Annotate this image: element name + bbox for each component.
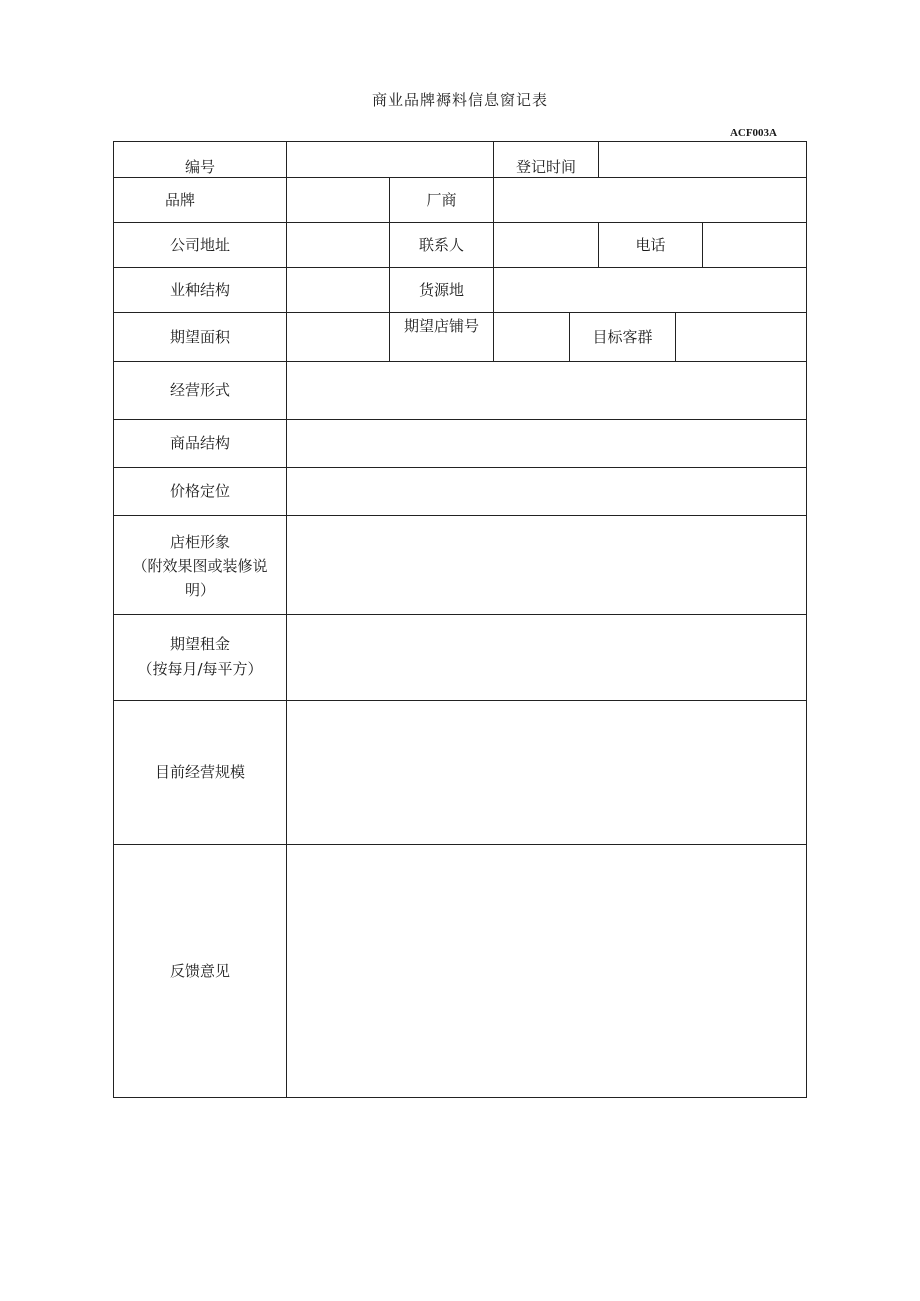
page-title: 商业品牌褥料信息窗记表 <box>371 91 548 109</box>
register-time-field[interactable] <box>599 142 806 177</box>
target-customers-field[interactable] <box>676 313 806 361</box>
product-structure-field[interactable] <box>287 420 806 467</box>
operation-mode-label: 经营形式 <box>169 381 230 399</box>
company-address-label: 公司地址 <box>169 236 230 254</box>
expected-rent-label-line1: 期望租金 <box>169 635 230 653</box>
business-structure-field[interactable] <box>287 268 389 312</box>
table-border-bottom <box>113 1097 807 1098</box>
counter-image-field[interactable] <box>287 516 806 614</box>
counter-image-label-line2: （附效果图或装修说 <box>132 557 268 575</box>
business-structure-label: 业种结构 <box>169 281 230 299</box>
current-scale-field[interactable] <box>287 701 806 844</box>
phone-label: 电话 <box>635 236 666 254</box>
counter-image-label-line1: 店柜形象 <box>169 533 230 551</box>
brand-label: 品牌 <box>164 191 195 209</box>
expected-rent-label-line2: （按每月/每平方） <box>137 660 263 678</box>
feedback-label: 反馈意见 <box>169 962 230 980</box>
target-customers-label: 目标客群 <box>592 328 653 346</box>
form-code: ACF003A <box>729 127 777 139</box>
product-structure-label: 商品结构 <box>169 434 230 452</box>
counter-image-label-line3: 明） <box>184 581 215 599</box>
company-address-field[interactable] <box>287 223 389 267</box>
register-time-label: 登记时间 <box>515 158 576 176</box>
table-border-right <box>806 141 807 1098</box>
desired-shop-no-field[interactable] <box>494 313 569 361</box>
operation-mode-field[interactable] <box>287 362 806 419</box>
desired-area-label: 期望面积 <box>169 328 230 346</box>
phone-field[interactable] <box>703 223 806 267</box>
contact-label: 联系人 <box>418 236 464 254</box>
supply-origin-label: 货源地 <box>418 281 464 299</box>
manufacturer-label: 厂商 <box>426 191 457 209</box>
expected-rent-field[interactable] <box>287 615 806 700</box>
serial-label: 编号 <box>184 158 215 176</box>
desired-shop-no-label: 期望店铺号 <box>403 317 479 335</box>
current-scale-label: 目前经营规模 <box>154 763 245 781</box>
supply-origin-field[interactable] <box>494 268 806 312</box>
contact-field[interactable] <box>494 223 598 267</box>
brand-field[interactable] <box>287 178 389 222</box>
serial-field[interactable] <box>287 142 493 177</box>
price-positioning-field[interactable] <box>287 468 806 515</box>
feedback-field[interactable] <box>287 845 806 1097</box>
manufacturer-field[interactable] <box>494 178 806 222</box>
desired-area-field[interactable] <box>287 313 389 361</box>
price-positioning-label: 价格定位 <box>169 482 230 500</box>
